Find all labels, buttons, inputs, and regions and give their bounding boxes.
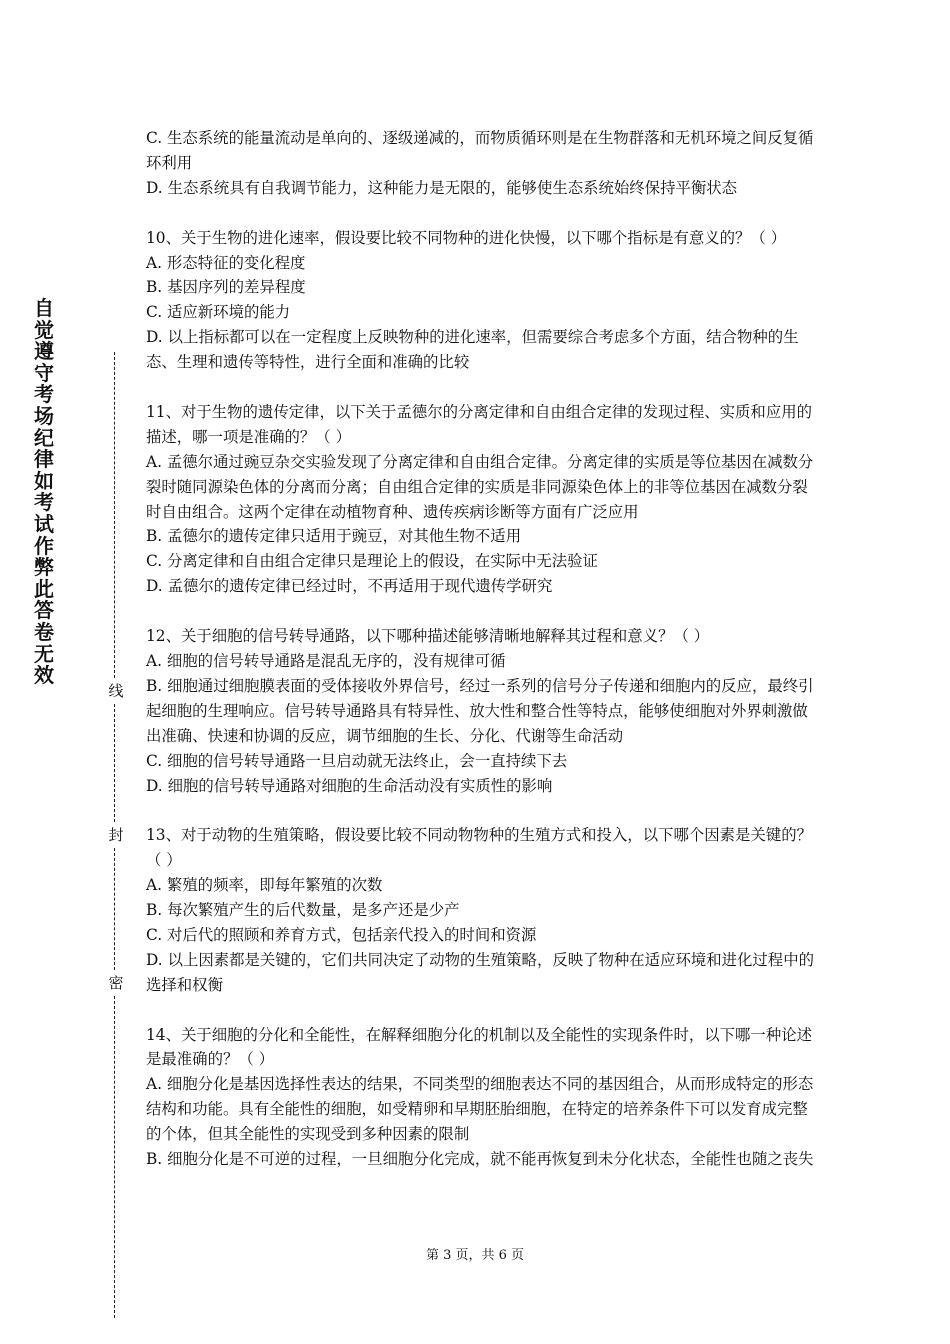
binding-dash xyxy=(114,996,115,1318)
q13-stem: 13、对于动物的生殖策略，假设要比较不同动物物种的生殖方式和投入，以下哪个因素是关键的？（ ） xyxy=(146,826,812,870)
q13-option-c: C. 对后代的照顾和养育方式，包括亲代投入的时间和资源 xyxy=(146,925,537,944)
q10-option-a: A. 形态特征的变化程度 xyxy=(146,253,306,272)
binding-mark-line: 线 xyxy=(106,682,126,700)
q13-option-b: B. 每次繁殖产生的后代数量，是多产还是少产 xyxy=(146,901,460,920)
binding-line xyxy=(104,352,126,1318)
q12-option-a: A. 细胞的信号转导通路是混乱无序的，没有规律可循 xyxy=(146,651,506,670)
q12-option-c: C. 细胞的信号转导通路一旦启动就无法终止，会一直持续下去 xyxy=(146,751,568,770)
binding-mark-seal: 封 xyxy=(106,826,126,844)
q10-stem: 10、关于生物的进化速率，假设要比较不同物种的进化快慢，以下哪个指标是有意义的？（ ） xyxy=(146,228,787,247)
exam-discipline-warning: 自觉遵守考场纪律如考试作弊此答卷无效 xyxy=(34,296,54,688)
q10-option-d: D. 以上指标都可以在一定程度上反映物种的进化速率，但需要综合考虑多个方面，结合物种的生态、生理和遗传等特性，进行全面和准确的比较 xyxy=(146,328,799,372)
q9-option-c: C. 生态系统的能量流动是单向的、逐级递减的，而物质循环则是在生物群落和无机环境之间反复循环利用 xyxy=(146,129,814,172)
q11-option-a: A. 孟德尔通过豌豆杂交实验发现了分离定律和自由组合定律。分离定律的实质是等位基因在减数分裂时随同源染色体的分离而分离；自由组合定律的实质是非同源染色体上的非等位基因在减数分裂时自由组合。这两个定律在动植物育种、遗传疾病诊断等方面有广泛应用 xyxy=(146,452,814,521)
binding-dash xyxy=(114,352,115,678)
q14-option-b: B. 细胞分化是不可逆的过程，一旦细胞分化完成，就不能再恢复到未分化状态，全能性也随之丧失 xyxy=(146,1150,814,1169)
binding-mark-secret: 密 xyxy=(106,974,126,992)
binding-dash xyxy=(114,848,115,970)
q11-stem: 11、对于生物的遗传定律，以下关于孟德尔的分离定律和自由组合定律的发现过程、实质和应用的描述，哪一项是准确的？（ ） xyxy=(146,402,812,446)
q12-option-b: B. 细胞通过细胞膜表面的受体接收外界信号，经过一系列的信号分子传递和细胞内的反应，最终引起细胞的生理响应。信号转导通路具有特异性、放大性和整合性等特点，能够使细胞对外界刺激做出准确、快速和协调的反应，调节细胞的生长、分化、代谢等生命活动 xyxy=(146,676,814,745)
q10-option-c: C. 适应新环境的能力 xyxy=(146,303,291,322)
q12-stem: 12、关于细胞的信号转导通路，以下哪种描述能够清晰地解释其过程和意义？（ ） xyxy=(146,627,710,646)
q9-option-d: D. 生态系统具有自我调节能力，这种能力是无限的，能够使生态系统始终保持平衡状态 xyxy=(146,178,738,197)
q11-option-c: C. 分离定律和自由组合定律只是理论上的假设，在实际中无法验证 xyxy=(146,552,598,571)
q11-option-d: D. 孟德尔的遗传定律已经过时，不再适用于现代遗传学研究 xyxy=(146,577,553,596)
binding-dash xyxy=(114,704,115,822)
q14-stem: 14、关于细胞的分化和全能性，在解释细胞分化的机制以及全能性的实现条件时，以下哪一种论述是最准确的？（ ） xyxy=(146,1025,812,1069)
question-content xyxy=(146,126,818,1172)
q13-option-a: A. 繁殖的频率，即每年繁殖的次数 xyxy=(146,876,383,895)
q11-option-b: B. 孟德尔的遗传定律只适用于豌豆，对其他生物不适用 xyxy=(146,527,522,546)
q10-option-b: B. 基因序列的差异程度 xyxy=(146,278,306,297)
q12-option-d: D. 细胞的信号转导通路对细胞的生命活动没有实质性的影响 xyxy=(146,776,553,795)
q14-option-a: A. 细胞分化是基因选择性表达的结果，不同类型的细胞表达不同的基因组合，从而形成特定的形态结构和功能。具有全能性的细胞，如受精卵和早期胚胎细胞，在特定的培养条件下可以发育成完整的个体，但其全能性的实现受到多种因素的限制 xyxy=(146,1075,814,1144)
page-footer: 第 3 页，共 6 页 xyxy=(425,1248,525,1263)
q13-option-d: D. 以上因素都是关键的，它们共同决定了动物的生殖策略，反映了物种在适应环境和进化过程中的选择和权衡 xyxy=(146,950,814,994)
